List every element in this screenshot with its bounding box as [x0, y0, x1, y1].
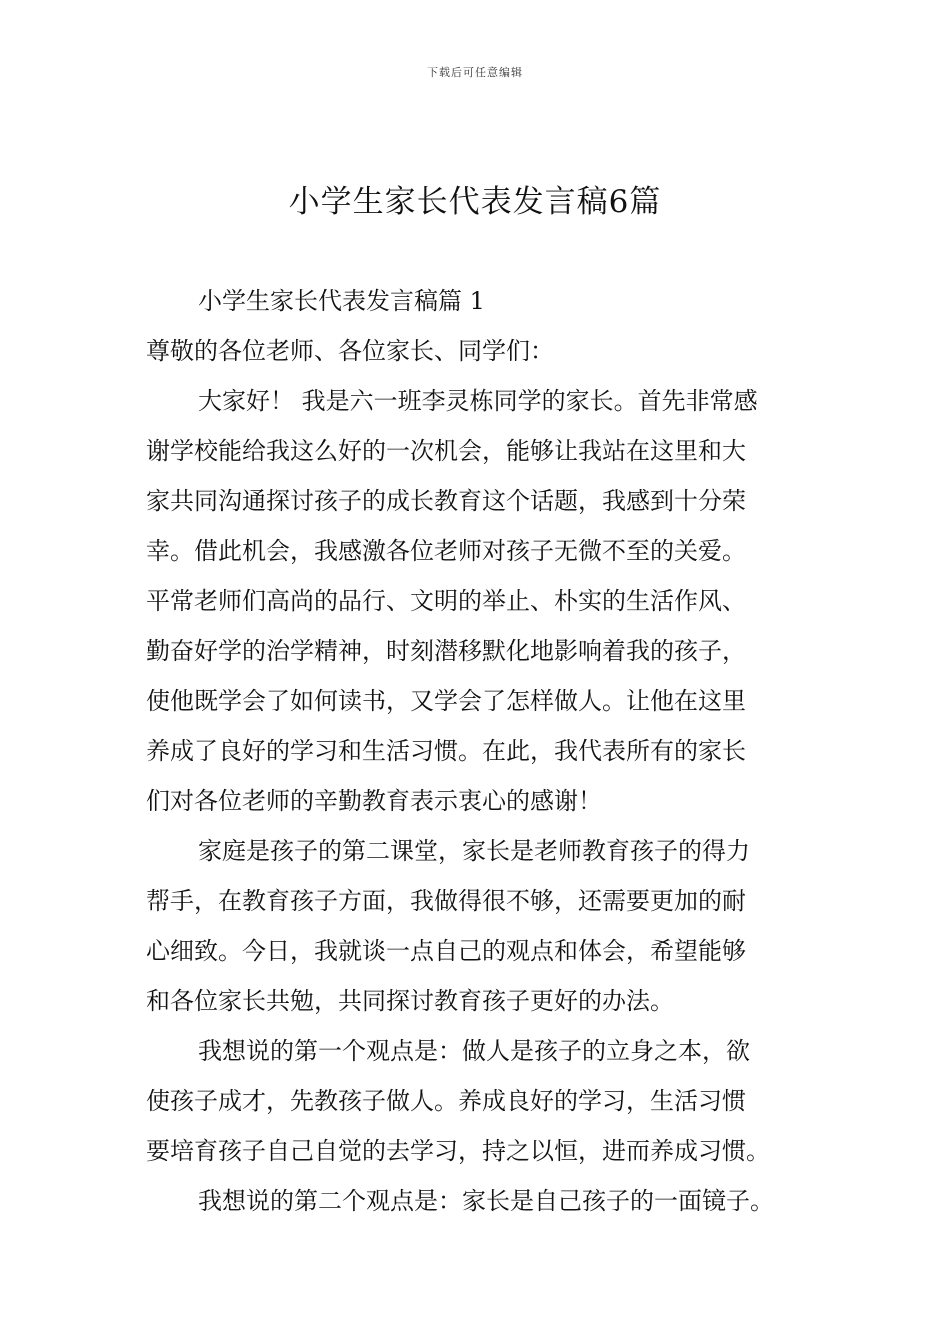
paragraph-line: 家共同沟通探讨孩子的成长教育这个话题，我感到十分荣 [146, 487, 746, 515]
paragraph-line: 我想说的第一个观点是：做人是孩子的立身之本，欲 [198, 1037, 750, 1065]
paragraph-line: 和各位家长共勉，共同探讨教育孩子更好的办法。 [146, 987, 674, 1015]
document-title: 小学生家长代表发言稿6篇 [288, 184, 662, 220]
paragraph-line: 要培育孩子自己自觉的去学习，持之以恒，进而养成习惯。 [146, 1137, 770, 1165]
paragraph-line: 心细致。今日，我就谈一点自己的观点和体会，希望能够 [146, 937, 746, 965]
document-body [146, 276, 826, 1226]
paragraph-line: 使他既学会了如何读书，又学会了怎样做人。让他在这里 [146, 687, 746, 715]
paragraph-line: 家庭是孩子的第二课堂，家长是老师教育孩子的得力 [198, 837, 750, 865]
paragraph-line: 幸。借此机会，我感激各位老师对孩子无微不至的关爱。 [146, 537, 746, 565]
header-note: 下载后可任意编辑 [427, 66, 523, 79]
paragraph-line: 勤奋好学的治学精神，时刻潜移默化地影响着我的孩子， [146, 637, 746, 665]
paragraph-line: 大家好！ 我是六一班李灵栋同学的家长。首先非常感 [198, 387, 758, 415]
paragraph-line: 平常老师们高尚的品行、文明的举止、朴实的生活作风、 [146, 587, 746, 615]
paragraph-line: 我想说的第二个观点是：家长是自己孩子的一面镜子。 [198, 1187, 774, 1215]
paragraph-line: 使孩子成才，先教孩子做人。养成良好的学习，生活习惯 [146, 1087, 746, 1115]
paragraph-line: 们对各位老师的辛勤教育表示衷心的感谢！ [146, 787, 602, 815]
paragraph-line: 养成了良好的学习和生活习惯。在此，我代表所有的家长 [146, 737, 746, 765]
paragraph-line: 帮手，在教育孩子方面，我做得很不够，还需要更加的耐 [146, 887, 746, 915]
section-heading: 小学生家长代表发言稿篇 1 [198, 287, 485, 315]
salutation: 尊敬的各位老师、各位家长、同学们： [146, 337, 554, 365]
paragraph-line: 谢学校能给我这么好的一次机会，能够让我站在这里和大 [146, 437, 746, 465]
